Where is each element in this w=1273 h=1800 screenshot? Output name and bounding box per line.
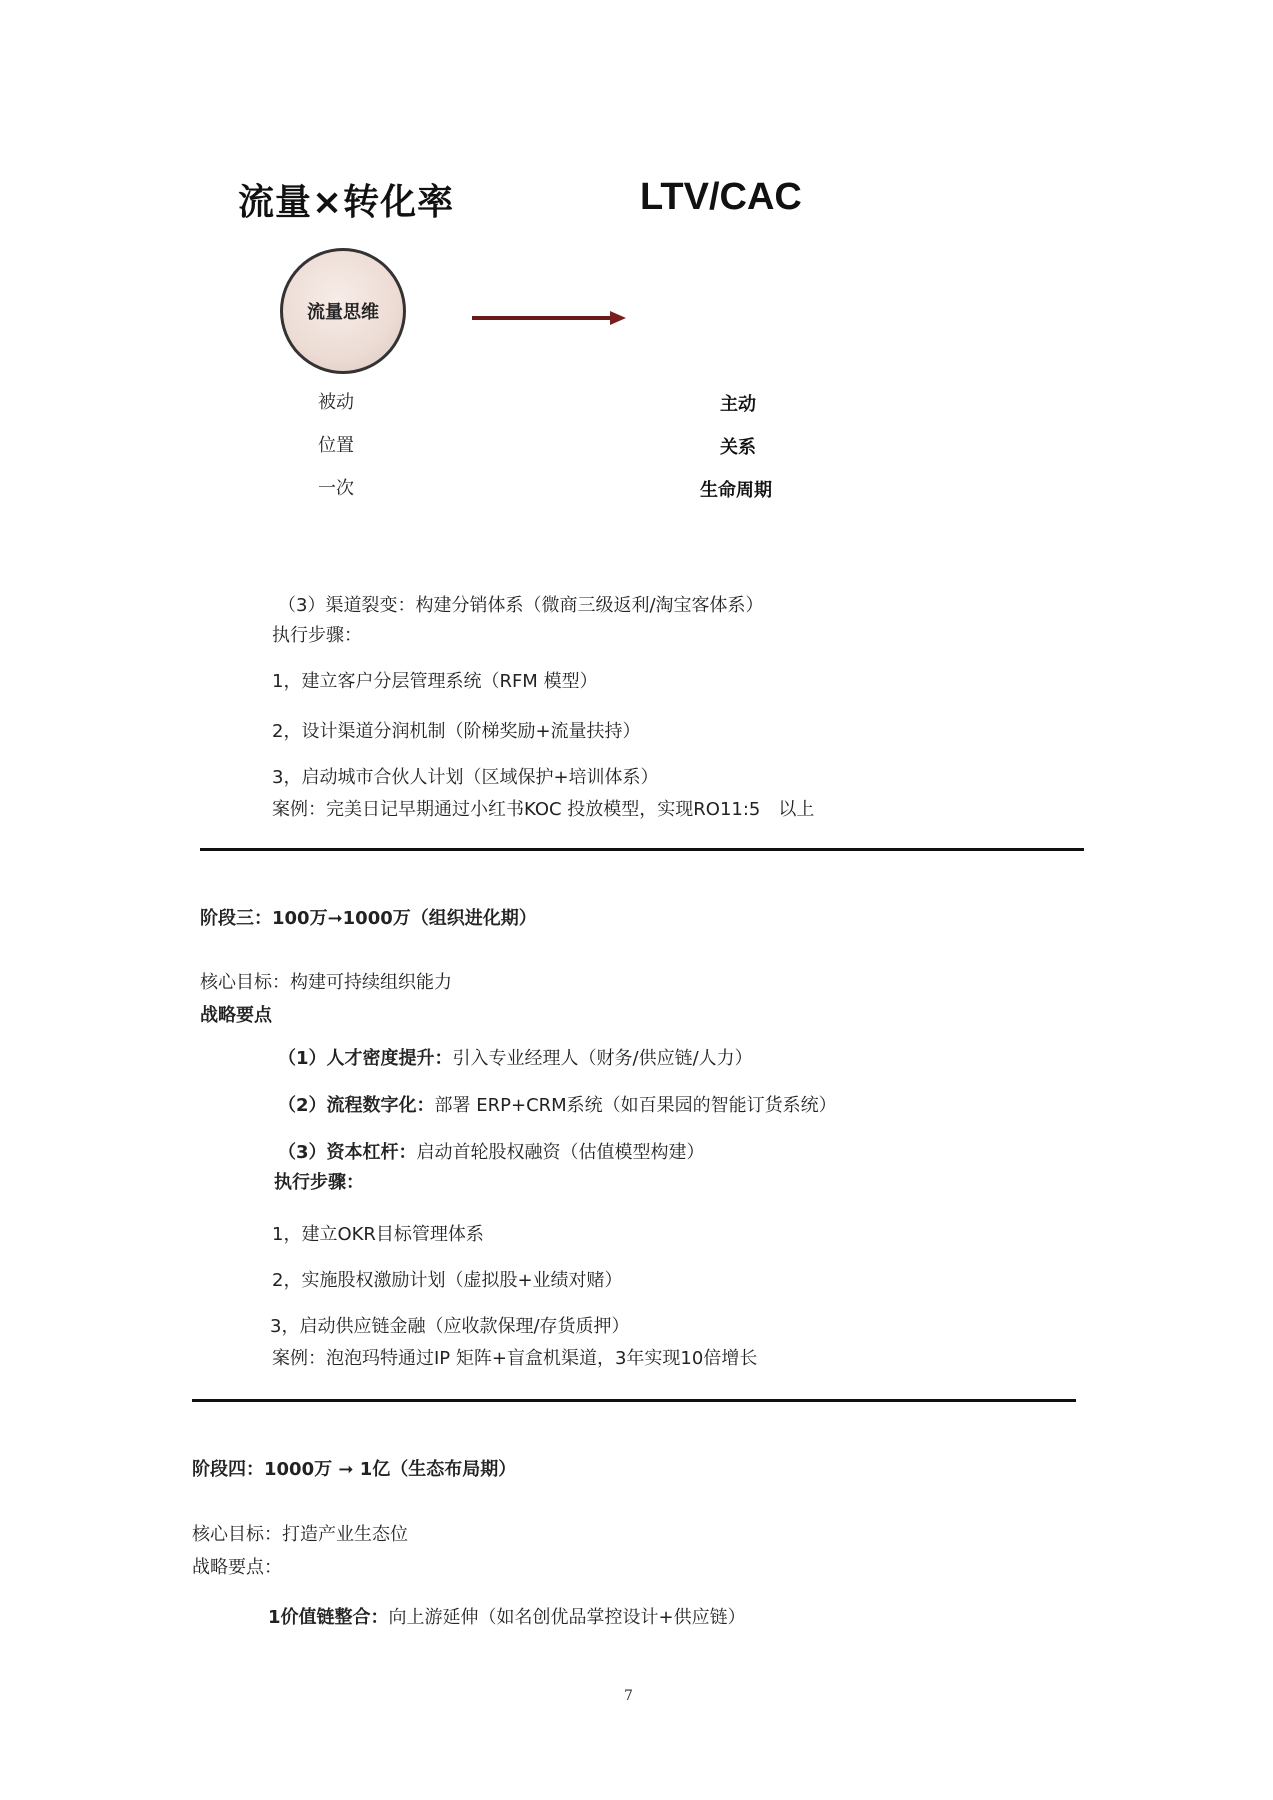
right-item-2: 关系 xyxy=(720,437,756,458)
channel-fission-point: （3）渠道裂变：构建分销体系（微商三级返利/淘宝客体系） xyxy=(278,595,764,616)
point-text: 部署 ERP+CRM系统（如百果园的智能订货系统） xyxy=(434,1095,837,1116)
traffic-thinking-circle xyxy=(280,248,406,374)
steps-label: 执行步骤： xyxy=(272,625,362,646)
left-item-1: 被动 xyxy=(318,392,354,413)
stage4-heading: 阶段四：1000万 ➞ 1亿（生态布局期） xyxy=(192,1459,517,1480)
step-item: 3，启动城市合伙人计划（区域保护+培训体系） xyxy=(272,767,659,788)
divider xyxy=(192,1399,1076,1402)
point-label: （1）人才密度提升： xyxy=(278,1048,453,1069)
point-label: 1价值链整合： xyxy=(268,1607,389,1628)
right-item-3: 生命周期 xyxy=(700,480,772,501)
point-label: （2）流程数字化： xyxy=(278,1095,435,1116)
case-text: 案例：完美日记早期通过小红书KOC 投放模型，实现RO11:5 以上 xyxy=(272,799,815,820)
case-text: 案例：泡泡玛特通过IP 矩阵+盲盒机渠道，3年实现10倍增长 xyxy=(272,1348,758,1369)
right-arrow-icon xyxy=(470,308,630,328)
right-item-1: 主动 xyxy=(720,394,756,415)
stage4-point xyxy=(268,1603,746,1629)
point-label: （3）资本杠杆： xyxy=(278,1142,417,1163)
step-item: 1，建立客户分层管理系统（RFM 模型） xyxy=(272,671,598,692)
circle-label: 流量思维 xyxy=(307,302,379,323)
left-item-3: 一次 xyxy=(318,478,354,499)
step-item: 3，启动供应链金融（应收款保理/存货质押） xyxy=(270,1316,630,1337)
step-item: 1，建立OKR目标管理体系 xyxy=(272,1224,484,1245)
stage4-goal: 核心目标：打造产业生态位 xyxy=(192,1524,408,1545)
stage4-points-label: 战略要点： xyxy=(192,1557,282,1578)
right-title: LTV/CAC xyxy=(640,176,802,218)
stage3-goal: 核心目标：构建可持续组织能力 xyxy=(200,972,452,993)
page-number: 7 xyxy=(624,1688,633,1704)
point-text: 向上游延伸（如名创优品掌控设计+供应链） xyxy=(388,1607,746,1628)
point-text: 引入专业经理人（财务/供应链/人力） xyxy=(452,1048,753,1069)
divider xyxy=(200,848,1084,851)
stage3-point xyxy=(278,1044,753,1070)
stage3-points-label: 战略要点 xyxy=(200,1005,272,1026)
left-item-2: 位置 xyxy=(318,435,354,456)
stage3-point xyxy=(278,1138,705,1164)
step-item: 2，设计渠道分润机制（阶梯奖励+流量扶持） xyxy=(272,721,641,742)
point-text: 启动首轮股权融资（估值模型构建） xyxy=(416,1142,705,1163)
left-title: 流量×转化率 xyxy=(238,182,455,223)
stage3-heading: 阶段三：100万➞1000万（组织进化期） xyxy=(200,908,537,929)
stage3-point xyxy=(278,1091,837,1117)
step-item: 2，实施股权激励计划（虚拟股+业绩对赌） xyxy=(272,1270,623,1291)
stage3-steps-label: 执行步骤： xyxy=(274,1172,364,1193)
